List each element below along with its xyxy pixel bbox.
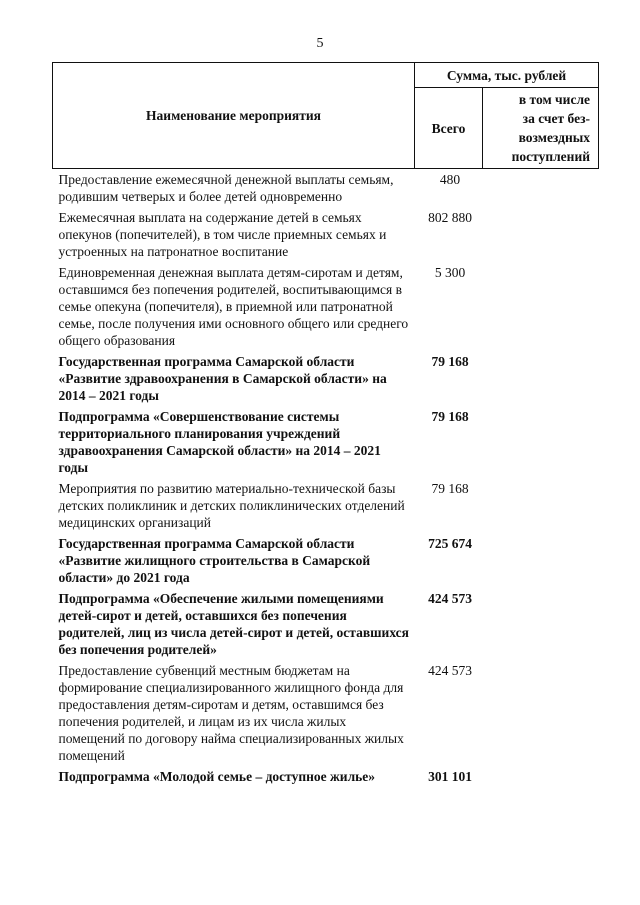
row-included — [483, 660, 599, 766]
row-included — [483, 169, 599, 208]
row-total: 480 — [439, 172, 461, 187]
row-name: Мероприятия по развитию материально-технической базы детских поликлиник и детских поликлинических отделений медицинских организаций — [58, 481, 405, 530]
row-name: Предоставление ежемесячной денежной выплаты семьям, родившим четверых и более детей одновременно — [58, 172, 394, 204]
table-body — [53, 169, 599, 788]
row-total: 5 300 — [434, 265, 466, 280]
header-included-line: возмездных — [518, 130, 591, 145]
table-row — [53, 766, 599, 787]
header-name-column: Наименование мероприятия — [53, 63, 415, 169]
row-included — [483, 351, 599, 406]
row-included — [483, 766, 599, 787]
row-included — [483, 478, 599, 533]
row-name: Подпрограмма «Молодой семье – доступное жилье» — [58, 769, 376, 784]
row-total: 424 573 — [428, 591, 472, 606]
header-included-column — [483, 88, 599, 169]
table-row — [53, 207, 599, 262]
page-number: 5 — [316, 36, 324, 51]
row-total: 424 573 — [428, 663, 472, 678]
table-row — [53, 169, 599, 208]
header-included-line: поступлений — [511, 149, 591, 164]
header-included-line: за счет без- — [522, 111, 591, 126]
row-included — [483, 406, 599, 478]
header-sum-column: Сумма, тыс. рублей — [415, 63, 599, 88]
table-row — [53, 351, 599, 406]
row-name: Подпрограмма «Совершенствование системы территориального планирования учреждений здравоохранения Самарской области» на 2014 – 2021 годы — [58, 409, 381, 475]
row-total: 301 101 — [428, 769, 472, 784]
row-name: Предоставление субвенций местным бюджетам на формирование специализированного жилищного фонда для предоставления детям-сиротам и детям, оставшимся без попечения родителей, и лицам из их числа жилых помещений по договору найма специализированных жилых помещений — [58, 663, 404, 763]
table-row — [53, 660, 599, 766]
table-row — [53, 406, 599, 478]
table-row — [53, 262, 599, 351]
row-name: Государственная программа Самарской области «Развитие жилищного строительства в Самарской области» до 2021 года — [58, 536, 371, 585]
header-total-column: Всего — [415, 88, 483, 169]
row-included — [483, 207, 599, 262]
row-included — [483, 262, 599, 351]
row-name: Единовременная денежная выплата детям-сиротам и детям, оставшимся без попечения родителей, воспитывающимся в семье опекуна (попечителя), в приемной или патронатной семье, после получения ими основного общего или среднего общего образования — [58, 265, 409, 348]
row-total: 725 674 — [428, 536, 472, 551]
table-row — [53, 533, 599, 588]
table-header — [53, 63, 599, 169]
row-total: 79 168 — [431, 481, 469, 496]
row-name: Государственная программа Самарской области «Развитие здравоохранения в Самарской области» на 2014 – 2021 годы — [58, 354, 387, 403]
table-row — [53, 478, 599, 533]
row-total: 802 880 — [428, 210, 472, 225]
row-total: 79 168 — [431, 354, 469, 369]
row-name: Подпрограмма «Обеспечение жилыми помещениями детей-сирот и детей, оставшихся без попечения родителей, лиц из числа детей-сирот и детей, оставшихся без попечения родителей» — [58, 591, 409, 657]
row-included — [483, 588, 599, 660]
budget-table — [52, 62, 599, 787]
row-total: 79 168 — [431, 409, 469, 424]
header-included-line: в том числе — [518, 92, 591, 107]
row-name: Ежемесячная выплата на содержание детей в семьях опекунов (попечителей), в том числе приемных семьях и устроенных на патронатное воспитание — [58, 210, 387, 259]
table-row — [53, 588, 599, 660]
row-included — [483, 533, 599, 588]
